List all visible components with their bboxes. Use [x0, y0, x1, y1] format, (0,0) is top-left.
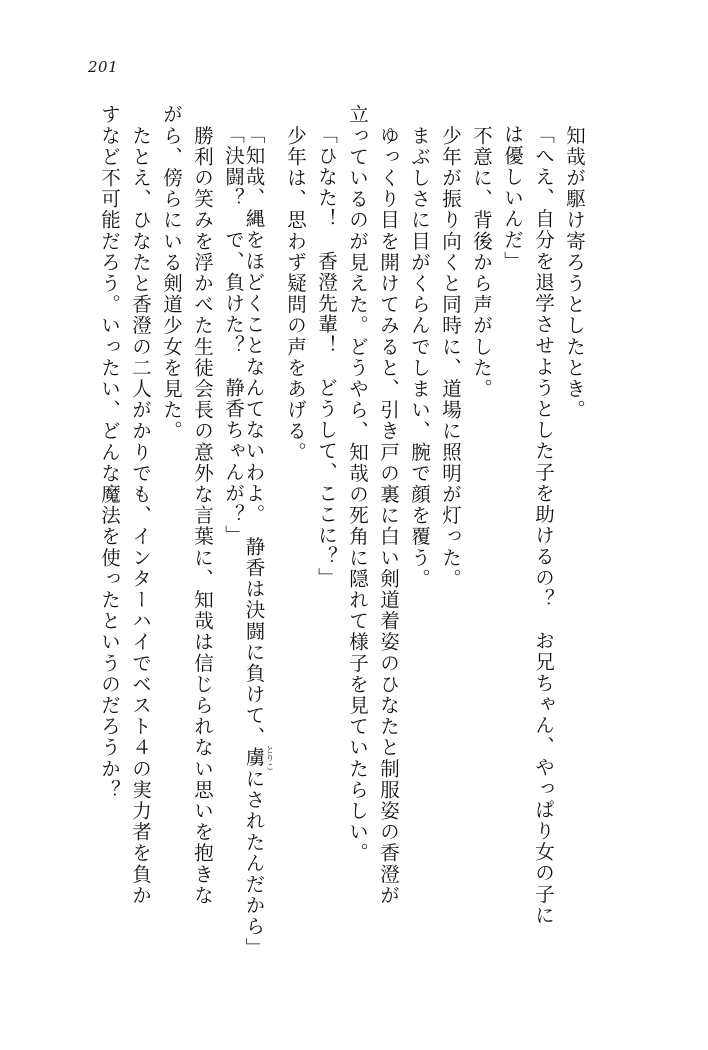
text-column: 勝利の笑みを浮かべた生徒会長の意外な言葉に、知哉は信じられない思いを抱きな — [191, 104, 214, 906]
ruby-column-text: 「知哉、縄をほどくことなんてないわよ。 静香は決闘に負けて、虜とりこにされたんだから」 — [242, 124, 274, 959]
page-number: 201 — [88, 58, 119, 76]
text-column: 不意に、背後から声がした。 — [470, 104, 493, 400]
text-column: すなど不可能だろう。いったい、どんな魔法を使ったというのだろうか？ — [98, 104, 121, 801]
text-column: 「へえ、自分を退学させようとした子を助けるの？ お兄ちゃん、やっぱり女の子に — [532, 124, 555, 926]
ruby-annotation: 虜とりこ — [242, 745, 274, 771]
text-column: は優しいんだ」 — [501, 124, 524, 272]
text-column: がら、傍らにいる剣道少女を見た。 — [160, 104, 183, 442]
vertical-text-body — [64, 104, 584, 1004]
text-column: 少年が振り向くと同時に、道場に照明が灯った。 — [439, 104, 462, 590]
text-column: 「ひなた！ 香澄先輩！ どうして、ここに？」 — [315, 124, 338, 589]
text-column: たとえ、ひなたと香澄の二人がかりでも、インターハイでベスト４の実力者を負か — [129, 104, 152, 906]
text-column: 立っているのが見えた。どうやら、知哉の死角に隠れて様子を見ていたらしい。 — [346, 104, 369, 864]
text-column-with-ruby — [243, 104, 274, 1004]
text-column: 少年は、思わず疑問の声をあげる。 — [284, 104, 307, 463]
text-column: ゆっくり目を開けてみると、引き戸の裏に白い剣道着姿のひなたと制服姿の香澄が — [377, 104, 400, 906]
text-column: 「決闘？ で、負けた？ 静香ちゃんが？」 — [222, 124, 245, 546]
text-column: 知哉が駆け寄ろうとしたとき。 — [563, 104, 586, 421]
text-column: まぶしさに目がくらんでしまい、腕で顔を覆う。 — [408, 104, 431, 590]
